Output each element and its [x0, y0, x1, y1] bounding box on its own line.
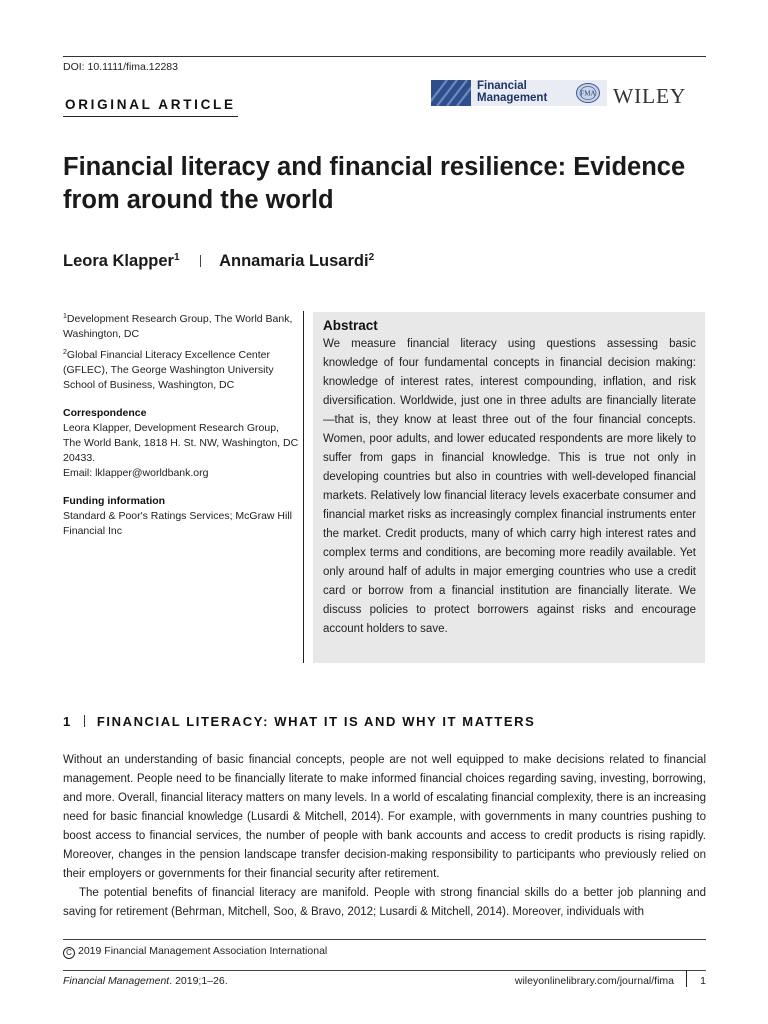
journal-url-link[interactable]: wileyonlinelibrary.com/journal/fima	[514, 975, 674, 987]
article-type-label: ORIGINAL ARTICLE	[65, 97, 236, 112]
correspondence-line: 20433.	[63, 452, 96, 464]
author-affiliation-mark: 1	[173, 252, 180, 263]
section-number: 1	[63, 714, 72, 729]
sidebar-metadata	[63, 309, 303, 539]
footer-rule	[63, 939, 706, 940]
journal-logo[interactable]	[431, 80, 607, 106]
copyright-icon: C	[63, 947, 75, 959]
journal-name: Financial Management	[63, 975, 170, 987]
footer-rule	[63, 970, 706, 971]
correspondence-line: The World Bank, 1818 H. St. NW, Washington, DC	[63, 437, 299, 449]
affiliation-text: Development Research Group, The World Bank, Washington, DC	[63, 313, 293, 340]
abstract-heading: Abstract	[323, 318, 378, 333]
affiliation-text: Global Financial Literacy Excellence Center (GFLEC), The George Washington University School of Business, Washington, DC	[63, 349, 274, 391]
correspondence-email[interactable]: Email: lklapper@worldbank.org	[63, 467, 209, 479]
section-heading-separator	[84, 715, 85, 727]
fma-seal-text: FMA	[580, 89, 596, 98]
body-text	[63, 751, 706, 922]
copyright-text: 2019 Financial Management Association International	[78, 945, 328, 957]
author-affiliation-mark: 2	[368, 252, 375, 263]
publisher-logo[interactable]: WILEY	[613, 84, 687, 108]
abstract-text: We measure financial literacy using questions assessing basic knowledge of four fundamental concepts in financial decision making: knowledge of interest rates, interest compounding, inflation, and risk diversification. Worldwide, just one in three adults are financially literate—that is, they know at least three out of the four financial concepts. Women, poor adults, and lower educated respondents are more likely to suffer from gaps in financial knowledge. This is true not only in developing countries but also in countries with well-developed financial markets. Relatively low financial literacy levels exacerbate consumer and financial market risks as increasingly complex financial instruments enter the market. Credit products, many of which carry high interest rates and complex terms and conditions, are becoming more readily available. Yet only around half of adults in major emerging countries who use a credit card or borrow from a financial institution are financially literate. We discuss policies to protect borrowers against risks and encourage account holders to save.	[323, 338, 696, 635]
funding-heading: Funding information	[63, 495, 166, 507]
article-type-underline	[63, 116, 238, 117]
doi-link[interactable]: DOI: 10.1111/fima.12283	[63, 61, 178, 73]
article-title: Financial literacy and financial resilience: Evidence from around the world	[63, 153, 686, 214]
abstract-box	[313, 312, 705, 663]
author-list	[63, 252, 374, 271]
correspondence-line: Leora Klapper, Development Research Group,	[63, 422, 279, 434]
journal-logo-stripes-icon	[431, 80, 473, 106]
affiliation-number: 2	[63, 349, 67, 356]
author-name[interactable]: Annamaria Lusardi	[219, 252, 369, 270]
affiliation	[63, 309, 303, 342]
sidebar-divider	[303, 311, 304, 663]
journal-logo-line1: Financial	[477, 80, 527, 92]
journal-logo-line2: Management	[477, 91, 548, 104]
body-paragraph: The potential benefits of financial literacy are manifold. People with strong financial skills do a better job planning and saving for retirement (Behrman, Mitchell, Soo, & Bravo, 2012; Lusardi & Mitchell, 2014). Moreover, individuals with	[63, 887, 706, 918]
journal-citation	[63, 975, 228, 987]
correspondence-heading: Correspondence	[63, 407, 147, 419]
affiliation-number: 1	[63, 313, 67, 320]
author-name[interactable]: Leora Klapper	[63, 252, 174, 270]
copyright-notice	[63, 945, 327, 959]
top-rule	[63, 56, 706, 57]
footer-separator	[686, 970, 687, 987]
body-paragraph: Without an understanding of basic financial concepts, people are not well equipped to make decisions related to financial management. People need to be financially literate to make informed financial choices regarding saving, investing, borrowing, and more. Overall, financial literacy matters on many levels. In a world of escalating financial complexity, there is an increasing need for basic financial knowledge (Lusardi & Mitchell, 2014). For example, with governments in many countries pushing to boost access to financial services, the number of people with bank accounts and access to credit products is rising rapidly. Moreover, changes in the pension landscape transfer decision-making responsibility to participants who previously relied on their employers or governments for their financial security after retirement.	[63, 754, 706, 880]
citation-details: . 2019;1–26.	[169, 975, 228, 987]
author-separator	[200, 255, 201, 267]
journal-logo-name	[477, 81, 547, 104]
page-number: 1	[700, 975, 706, 987]
affiliation	[63, 345, 303, 393]
section-heading	[63, 714, 535, 729]
fma-seal-icon	[575, 82, 601, 104]
section-title: FINANCIAL LITERACY: WHAT IT IS AND WHY IT MATTERS	[96, 714, 536, 729]
funding-text: Standard & Poor's Ratings Services; McGraw Hill Financial Inc	[63, 510, 293, 537]
